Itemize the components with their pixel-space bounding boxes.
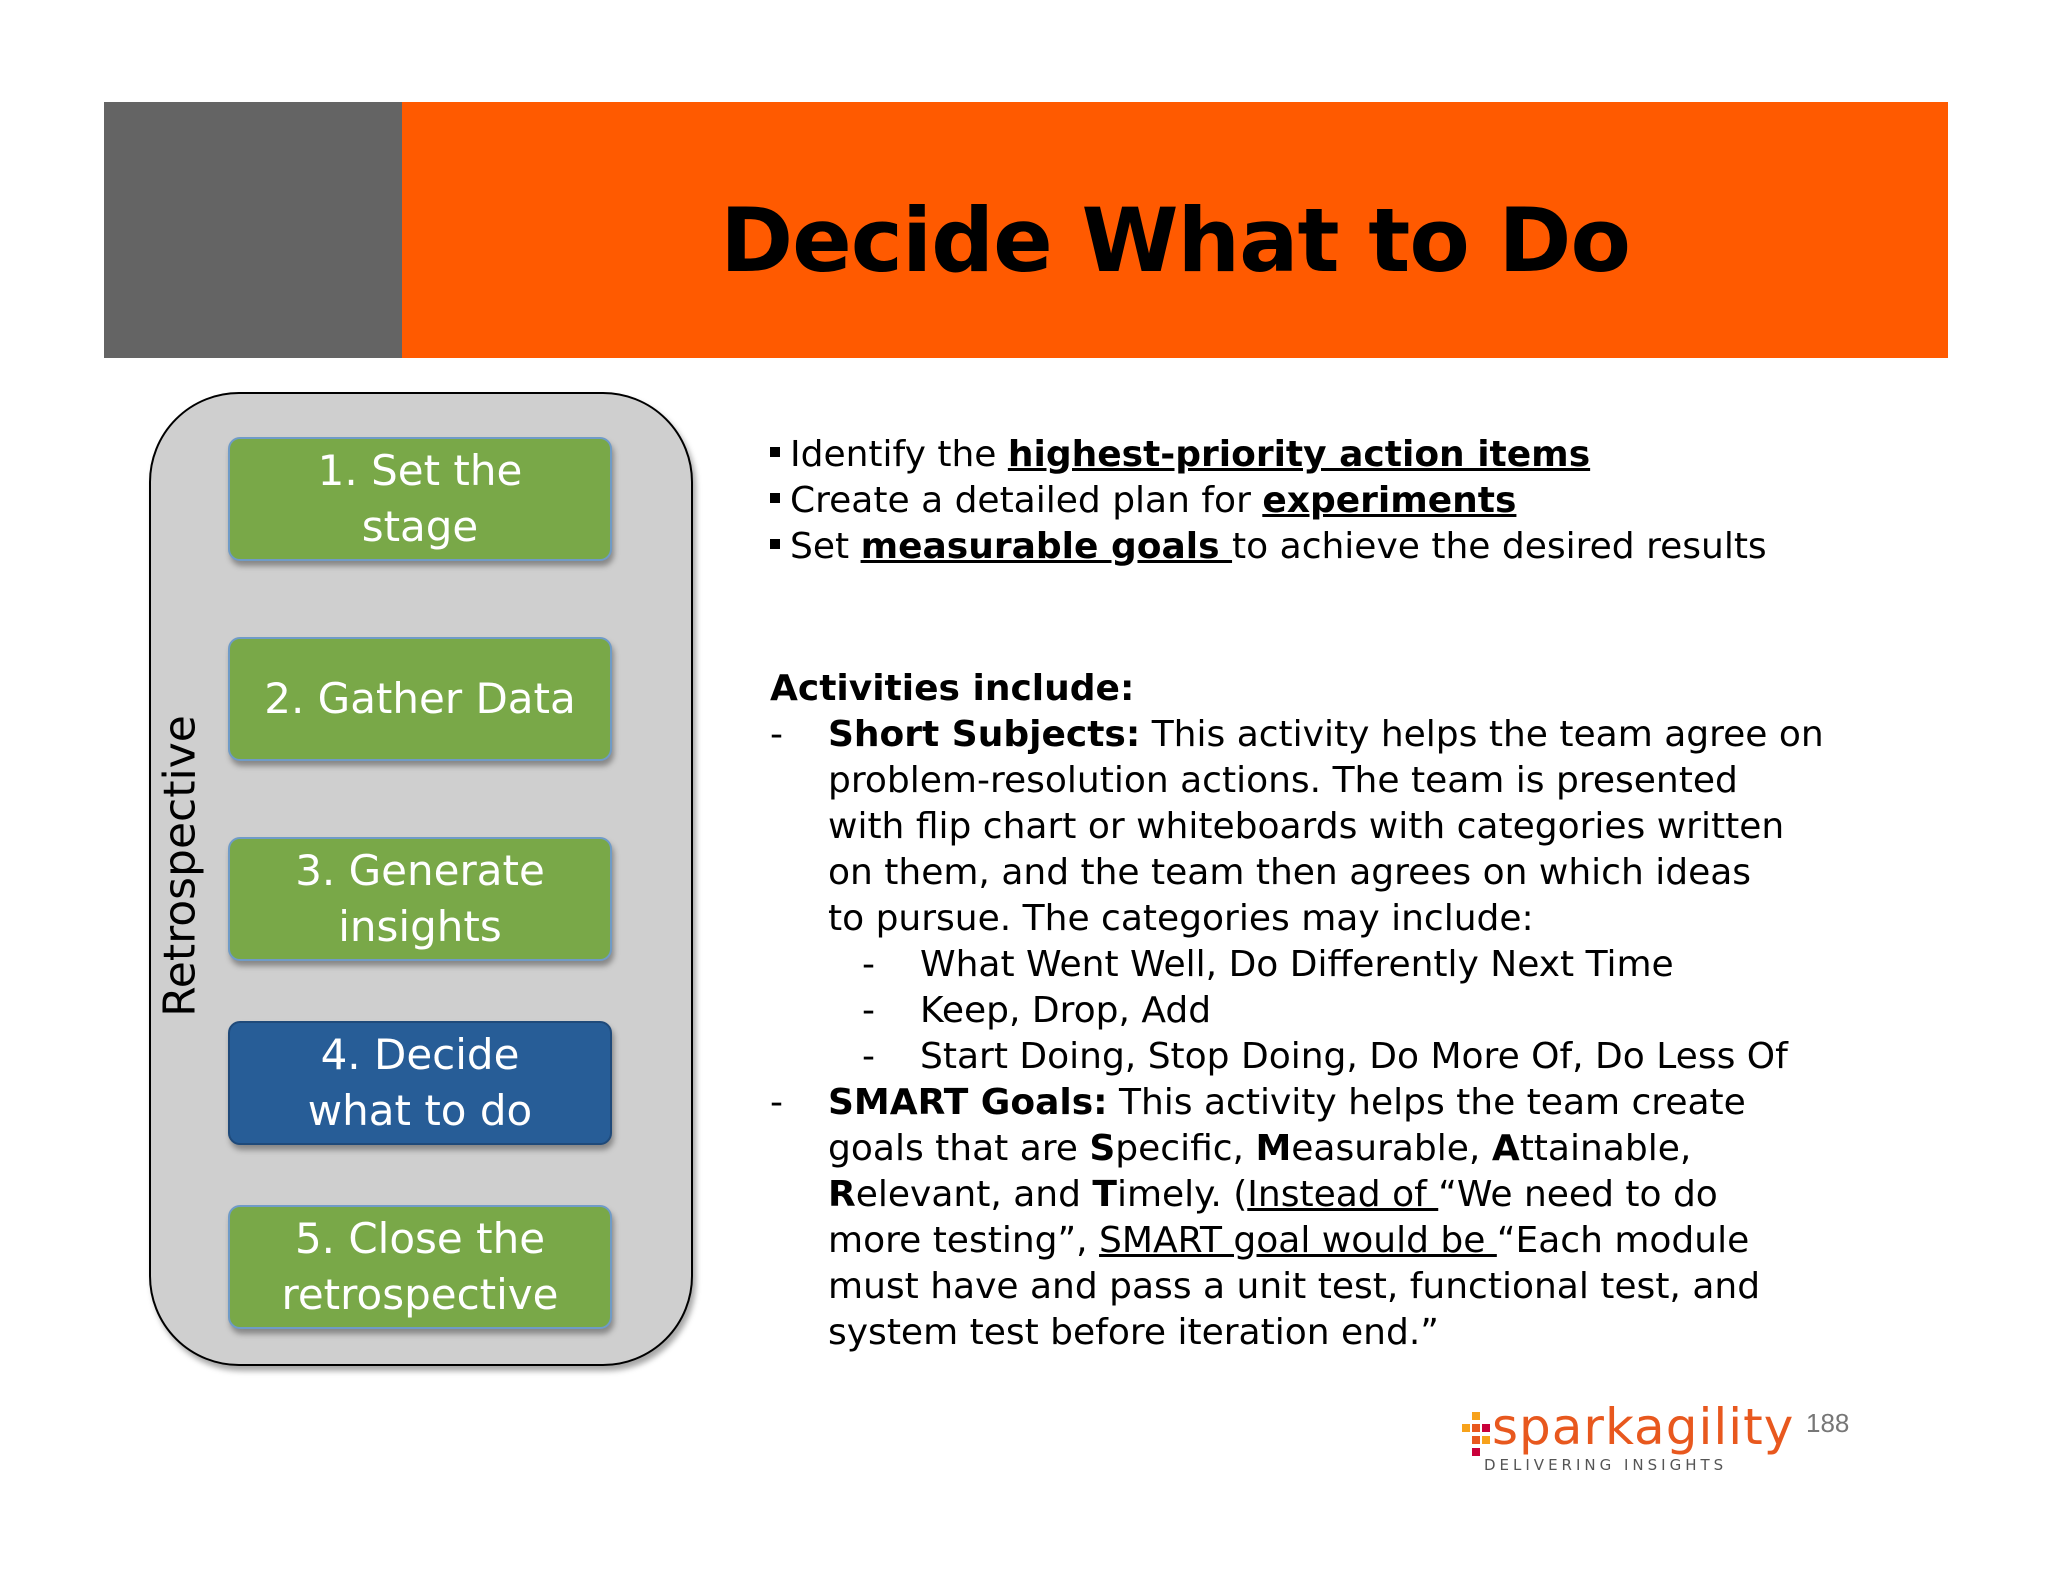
activity-text: This activity helps the team agree on xyxy=(1140,714,1824,755)
dash-bullet: - xyxy=(862,990,875,1031)
category-item xyxy=(770,942,1970,988)
smart-letter: R xyxy=(828,1174,856,1215)
activity-text: This activity helps the team create xyxy=(1107,1082,1746,1123)
step-label-line2: stage xyxy=(361,502,479,551)
smart-letter: T xyxy=(1092,1174,1117,1215)
activity-text: ttainable, xyxy=(1519,1128,1692,1169)
activity-text: system test before iteration end.” xyxy=(828,1312,1439,1353)
logo-wordmark: sparkagility xyxy=(1492,1398,1795,1456)
step-close-the-retrospective xyxy=(228,1205,612,1329)
activity-text: problem-resolution actions. The team is presented xyxy=(828,760,1738,801)
activity-text-line xyxy=(828,1218,1970,1264)
activity-name: Short Subjects: xyxy=(828,714,1141,755)
key-point-text: Identify the xyxy=(790,434,1008,475)
activities-heading: Activities include: xyxy=(770,668,1135,709)
step-label-line1: 3. Generate xyxy=(295,846,545,895)
activity-text: easurable, xyxy=(1291,1128,1492,1169)
activity-text: goals that are xyxy=(828,1128,1090,1169)
activity-text: “Each module xyxy=(1496,1220,1750,1261)
step-label-line1: 4. Decide xyxy=(320,1030,520,1079)
square-bullet-icon xyxy=(770,493,780,503)
dash-bullet: - xyxy=(770,1082,783,1123)
key-point-emphasis: measurable goals xyxy=(860,526,1233,567)
category-text: Start Doing, Stop Doing, Do More Of, Do Less Of xyxy=(920,1036,1788,1077)
page-number: 188 xyxy=(1806,1408,1850,1438)
header-grey-block xyxy=(104,102,402,358)
key-point-text: Create a detailed plan for xyxy=(790,480,1263,521)
underlined-text: SMART goal would be xyxy=(1099,1220,1497,1261)
smart-letter: M xyxy=(1255,1128,1292,1169)
square-bullet-icon xyxy=(770,539,780,549)
page-title: Decide What to Do xyxy=(720,188,1630,292)
smart-letter: S xyxy=(1089,1128,1116,1169)
step-label-line2: what to do xyxy=(307,1086,533,1135)
logo-tagline: DELIVERING INSIGHTS xyxy=(1484,1456,1728,1474)
activity-text: more testing”, xyxy=(828,1220,1100,1261)
category-item xyxy=(770,1034,1970,1080)
activity-text: to pursue. The categories may include: xyxy=(828,898,1534,939)
key-point-text: Set xyxy=(790,526,861,567)
step-decide-what-to-do xyxy=(228,1021,612,1145)
activity-smart-goals xyxy=(770,1080,1970,1356)
key-points-list xyxy=(770,432,1970,570)
activity-name: SMART Goals: xyxy=(828,1082,1108,1123)
activity-text: “We need to do xyxy=(1438,1174,1718,1215)
key-point xyxy=(770,524,1970,570)
step-label-line1: 1. Set the xyxy=(317,446,523,495)
step-label-line2: retrospective xyxy=(281,1270,559,1319)
activities-section xyxy=(770,666,1970,1356)
step-label-line2: insights xyxy=(338,902,502,951)
activity-text: imely. ( xyxy=(1116,1174,1248,1215)
activity-text-line xyxy=(828,1126,1970,1172)
activity-text: pecific, xyxy=(1115,1128,1256,1169)
dash-bullet: - xyxy=(770,714,783,755)
activity-short-subjects xyxy=(770,712,1970,942)
header-banner xyxy=(402,102,1948,358)
underlined-text: Instead of xyxy=(1247,1174,1439,1215)
step-label-line1: 5. Close the xyxy=(294,1214,546,1263)
key-point-text-after: to achieve the desired results xyxy=(1232,526,1767,567)
key-point xyxy=(770,478,1970,524)
activity-text: on them, and the team then agrees on which ideas xyxy=(828,852,1752,893)
key-point-emphasis: highest-priority action items xyxy=(1007,434,1591,475)
dash-bullet: - xyxy=(862,944,875,985)
step-gather-data xyxy=(228,637,612,761)
step-set-the-stage xyxy=(228,437,612,561)
step-label-line1: 2. Gather Data xyxy=(264,674,576,723)
category-text: What Went Well, Do Differently Next Time xyxy=(920,944,1674,985)
activity-text: must have and pass a unit test, functional test, and xyxy=(828,1266,1761,1307)
category-text: Keep, Drop, Add xyxy=(920,990,1212,1031)
activity-text: with flip chart or whiteboards with categories written xyxy=(828,806,1785,847)
step-generate-insights xyxy=(228,837,612,961)
key-point-emphasis: experiments xyxy=(1262,480,1517,521)
key-point xyxy=(770,432,1970,478)
process-label-text: Retrospective xyxy=(154,715,206,1017)
dash-bullet: - xyxy=(862,1036,875,1077)
pixel-cross-icon xyxy=(1462,1412,1492,1460)
spark-agility-logo xyxy=(1462,1398,1802,1476)
category-item xyxy=(770,988,1970,1034)
activity-text: elevant, and xyxy=(855,1174,1093,1215)
square-bullet-icon xyxy=(770,447,780,457)
smart-letter: A xyxy=(1491,1128,1520,1169)
activity-text-line xyxy=(828,1172,1970,1218)
